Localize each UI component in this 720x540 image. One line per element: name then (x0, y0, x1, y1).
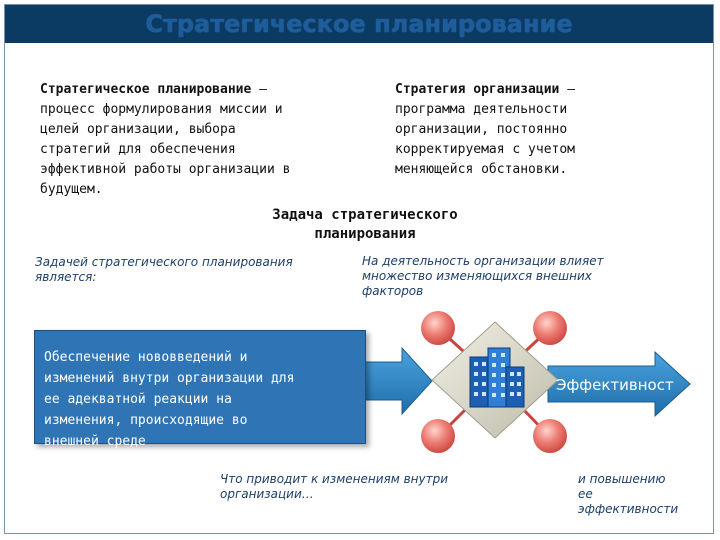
task-title: Задача стратегического планирования (272, 207, 458, 242)
slide-title: Стратегическое планирование (145, 10, 573, 38)
planning-body: – процесс формулирования миссии и целей организации, выбора стратегий для обеспечения эффективной работы организации в будущем. (40, 82, 291, 197)
external-factors-note: На деятельность организации влияет множество изменяющихся внешних факторов (362, 254, 604, 298)
node-top-left (421, 311, 455, 345)
leads-to-note: Что приводит к изменениям внутри организации… (220, 472, 449, 501)
and-increase-note: и повышению ее эффективности (578, 472, 679, 516)
task-box-text: Обеспечение нововведений и изменений внутри организации для ее адекватной реакции на изменения, происходящие во внешней среде (44, 350, 295, 449)
effectiveness-label: Эффективност ь (556, 376, 674, 416)
task-is-note: Задачей стратегического планирования является: (35, 255, 293, 284)
node-bottom-right (533, 419, 567, 453)
node-bottom-left (421, 419, 455, 453)
node-top-right (533, 311, 567, 345)
strategy-body: – программа деятельности организации, постоянно корректируемая с учетом меняющейся обстановки. (395, 82, 576, 177)
input-arrow (364, 348, 432, 414)
planning-term: Стратегическое планирование (40, 82, 252, 97)
strategy-term: Стратегия организации (395, 82, 560, 97)
